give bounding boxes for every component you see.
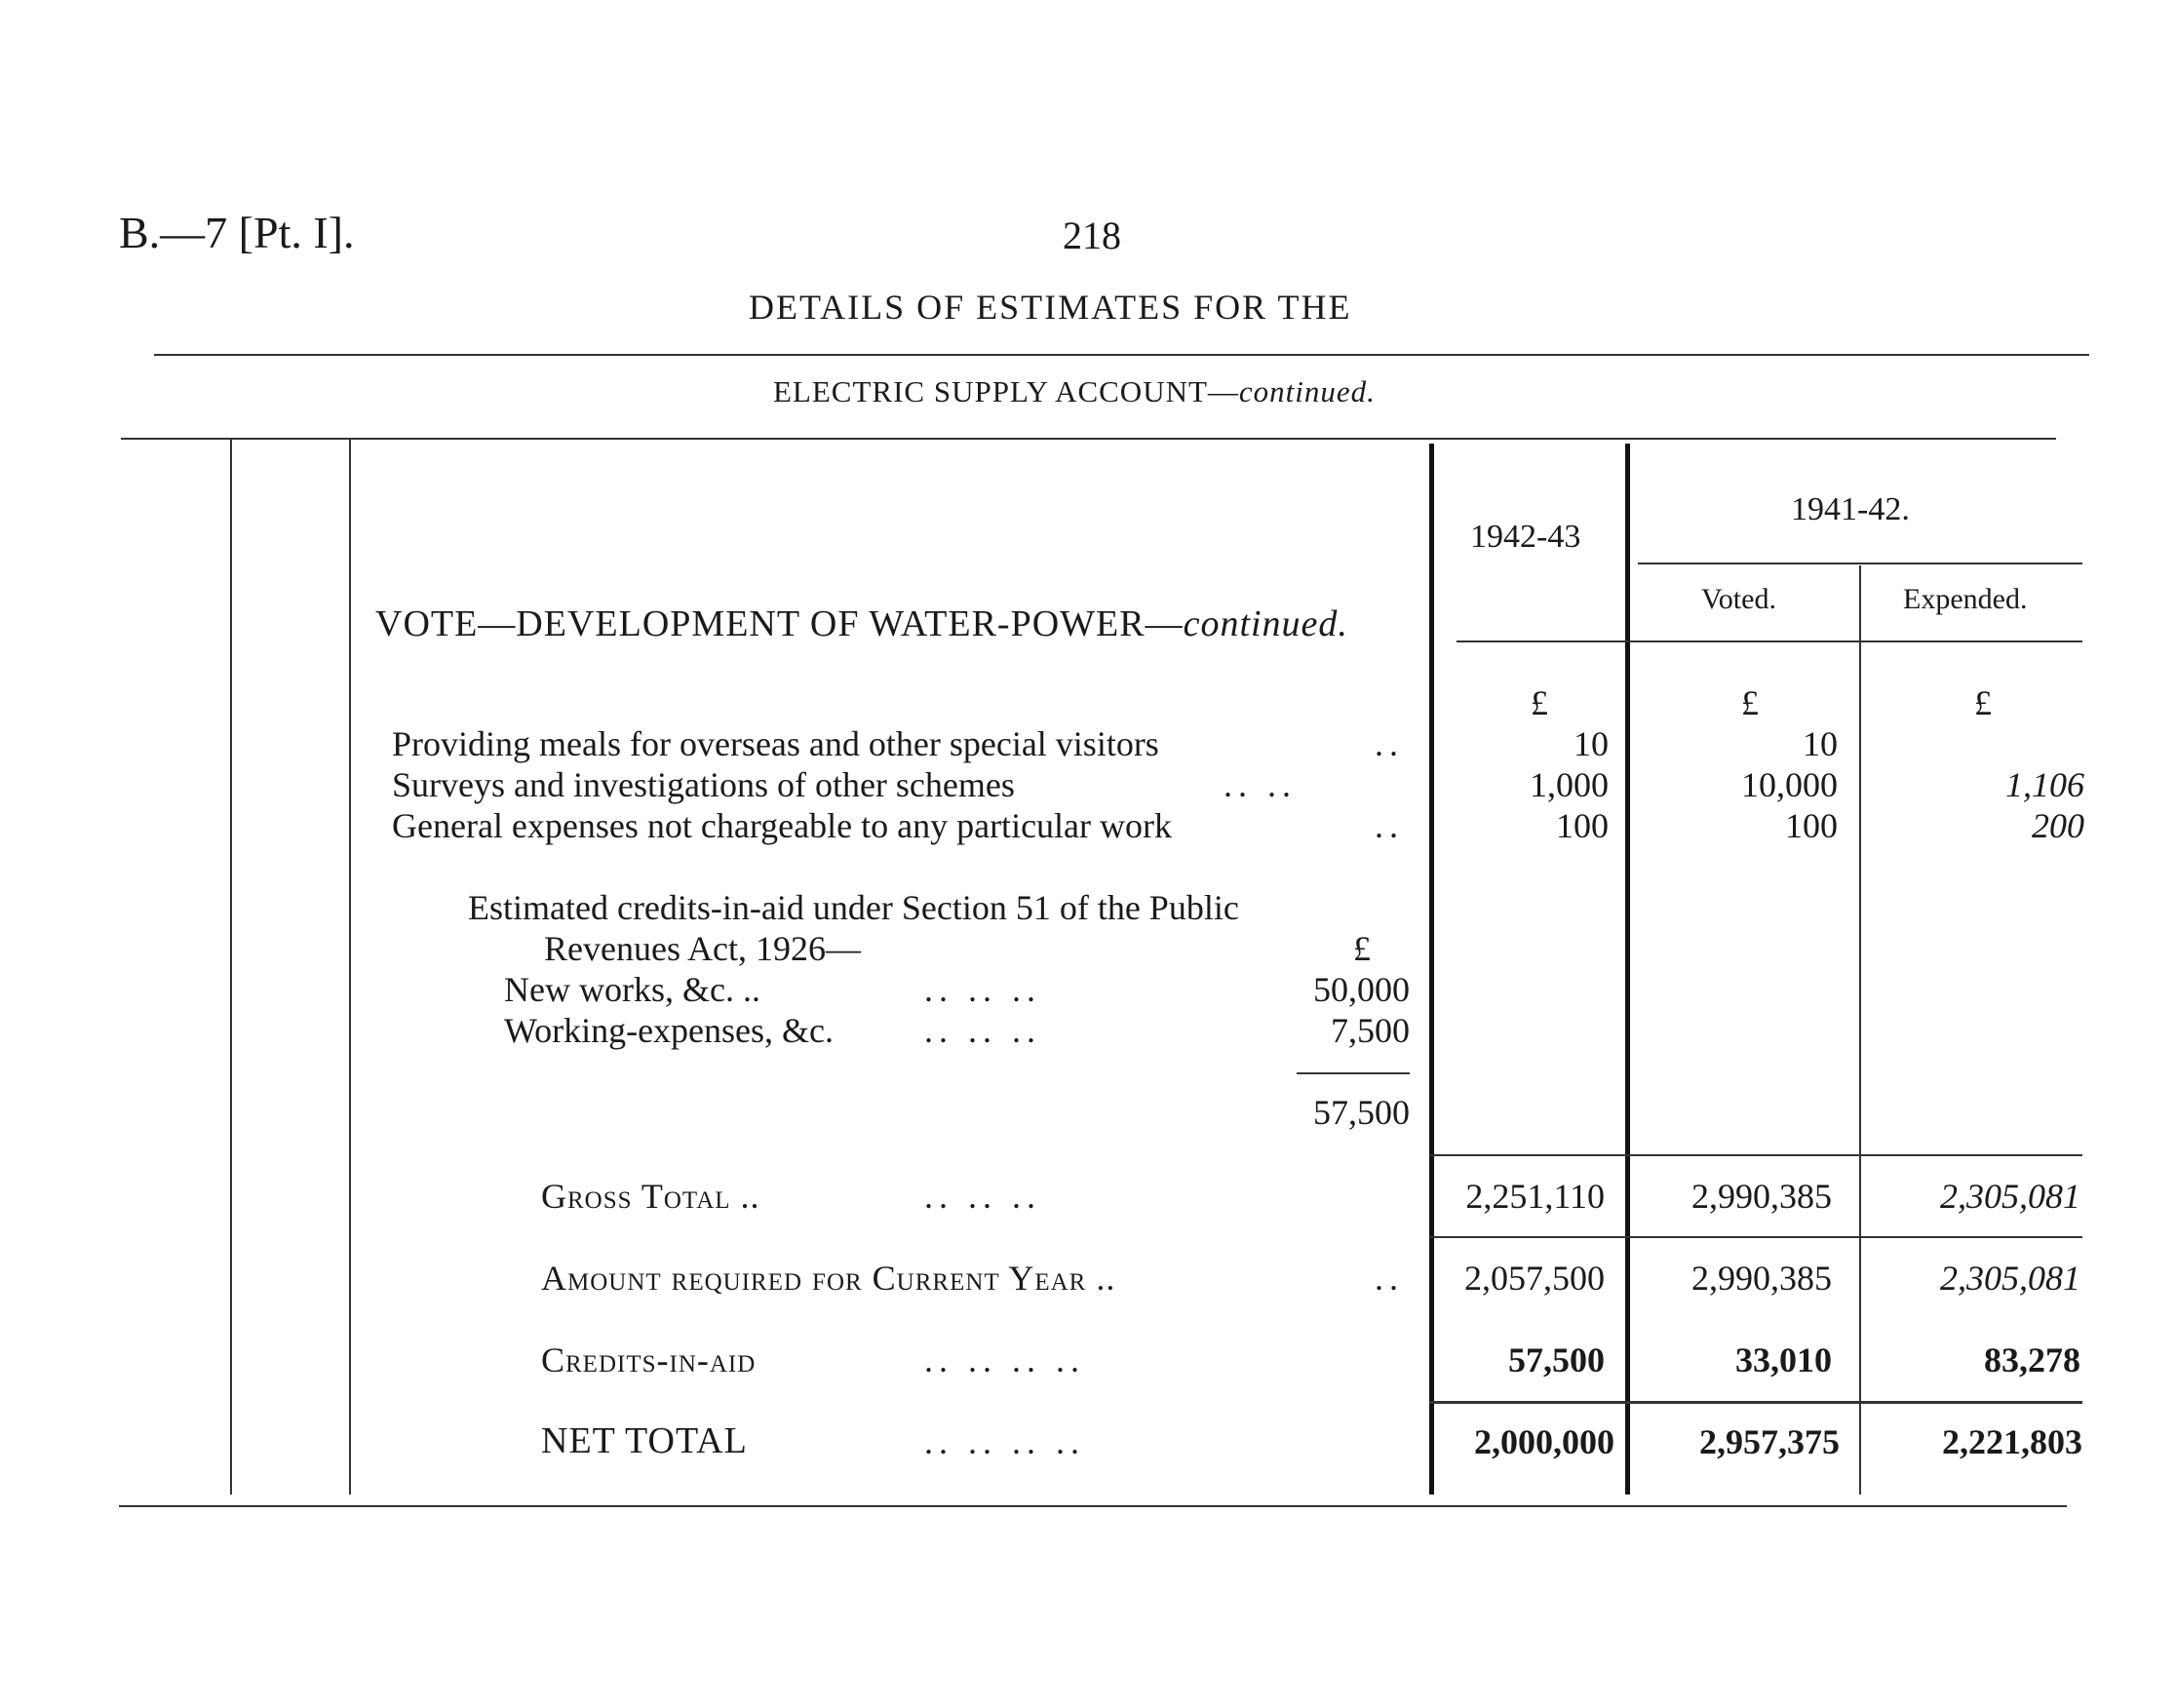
item-value-expended: 1,106 — [2005, 765, 2084, 804]
credits-total: 57,500 — [1313, 1093, 1410, 1132]
total-value-expended: 83,278 — [1984, 1340, 2080, 1379]
totals-top-rule — [1429, 1154, 2082, 1156]
credits-row-label: Working-expenses, &c. — [504, 1011, 835, 1050]
total-label: NET TOTAL — [541, 1420, 748, 1461]
total-value-expended: 2,305,081 — [1940, 1177, 2080, 1216]
total-value-voted: 33,010 — [1735, 1340, 1832, 1379]
currency-col-1: £ — [1531, 683, 1548, 722]
item-value-1942-43: 1,000 — [1530, 765, 1609, 804]
credits-row-value: 7,500 — [1331, 1011, 1410, 1050]
leader-dots: .. .. .. — [924, 970, 1041, 1009]
gross-total-rule — [1429, 1236, 2082, 1238]
leader-dots: .. — [1375, 1259, 1404, 1298]
page-number: 218 — [1063, 214, 1121, 257]
credits-row-value: 50,000 — [1313, 970, 1410, 1009]
total-value-1942-43: 2,000,000 — [1474, 1422, 1614, 1461]
item-value-1942-43: 100 — [1556, 806, 1609, 845]
column-rule-3 — [1859, 565, 1861, 1494]
item-value-voted: 10,000 — [1741, 765, 1838, 804]
total-value-expended: 2,305,081 — [1940, 1259, 2080, 1298]
item-label: Providing meals for overseas and other special visitors — [392, 724, 1159, 763]
total-value-expended: 2,221,803 — [1942, 1422, 2082, 1461]
section-subtitle — [773, 374, 1376, 409]
net-total-rule — [1429, 1401, 2082, 1404]
header-bottom-rule — [1457, 640, 2082, 642]
credits-intro-line-1: Estimated credits-in-aid under Section 51 of the Public — [468, 888, 1239, 927]
total-value-voted: 2,990,385 — [1691, 1177, 1832, 1216]
total-value-voted: 2,957,375 — [1699, 1422, 1840, 1461]
total-value-1942-43: 57,500 — [1508, 1340, 1605, 1379]
total-label: Amount required for Current Year .. — [541, 1259, 1116, 1298]
item-label: Surveys and investigations of other schemes — [392, 765, 1015, 804]
header-expended: Expended. — [1903, 583, 2028, 615]
total-value-voted: 2,990,385 — [1691, 1259, 1832, 1298]
credits-sum-rule — [1297, 1072, 1410, 1074]
credits-row-label: New works, &c. .. — [504, 970, 760, 1009]
column-rule-2 — [1625, 444, 1630, 1494]
leader-dots: .. — [1375, 806, 1404, 845]
leader-dots: .. .. .. — [924, 1177, 1041, 1216]
total-value-1942-43: 2,057,500 — [1464, 1259, 1605, 1298]
title-rule — [154, 354, 2089, 356]
credits-intro-line-2: Revenues Act, 1926— — [544, 929, 861, 968]
header-year-rule — [1638, 563, 2082, 564]
subtitle-main: ELECTRIC SUPPLY ACCOUNT— — [773, 374, 1239, 408]
margin-rule-2 — [349, 439, 351, 1494]
item-value-voted: 10 — [1803, 724, 1838, 763]
document-reference: B.—7 [Pt. I]. — [119, 208, 355, 257]
vote-heading-main: VOTE—DEVELOPMENT OF WATER-POWER— — [375, 603, 1184, 644]
vote-heading-continued: continued. — [1183, 603, 1348, 644]
margin-rule-1 — [230, 439, 232, 1494]
vote-heading — [375, 602, 1348, 645]
table-bottom-rule — [119, 1505, 2067, 1507]
item-label: General expenses not chargeable to any particular work — [392, 806, 1172, 845]
page-title: DETAILS OF ESTIMATES FOR THE — [749, 288, 1352, 327]
item-value-1942-43: 10 — [1574, 724, 1609, 763]
table-top-rule — [121, 438, 2056, 440]
leader-dots: .. .. .. .. — [924, 1340, 1085, 1379]
leader-dots: .. — [1375, 724, 1404, 763]
currency-col-2: £ — [1741, 683, 1759, 722]
column-rule-1 — [1429, 444, 1434, 1494]
header-year-current: 1942-43 — [1470, 519, 1581, 555]
item-value-voted: 100 — [1785, 806, 1838, 845]
currency-col-3: £ — [1974, 683, 1992, 722]
header-year-prior: 1941-42. — [1791, 491, 1910, 527]
header-voted: Voted. — [1701, 583, 1776, 615]
total-value-1942-43: 2,251,110 — [1465, 1177, 1605, 1216]
total-label: Credits-in-aid — [541, 1340, 757, 1379]
item-value-expended: 200 — [2032, 806, 2084, 845]
leader-dots: .. .. .. .. — [924, 1422, 1085, 1461]
leader-dots: .. .. — [1224, 765, 1297, 804]
total-label: Gross Total .. — [541, 1177, 760, 1216]
leader-dots: .. .. .. — [924, 1011, 1041, 1050]
credits-currency: £ — [1353, 929, 1371, 968]
subtitle-continued: continued. — [1238, 374, 1376, 408]
